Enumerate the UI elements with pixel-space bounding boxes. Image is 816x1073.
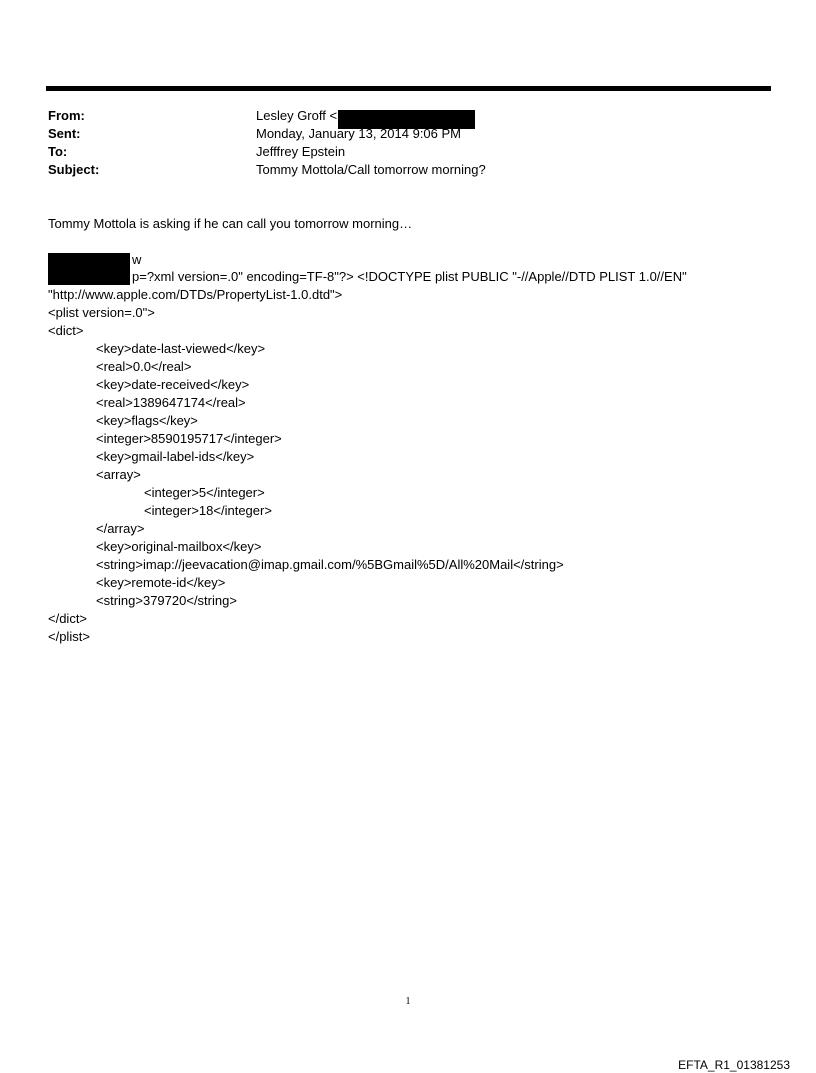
- plist-line: <key>date-received</key>: [96, 377, 250, 392]
- plist-line: <key>date-last-viewed</key>: [96, 341, 266, 356]
- plist-line: <plist version=.0">: [48, 305, 155, 320]
- plist-line: <string>imap://jeevacation@imap.gmail.com/%5BGmail%5D/All%20Mail</string>: [96, 557, 564, 572]
- redaction-box: [48, 253, 130, 285]
- plist-line: <string>379720</string>: [96, 593, 237, 608]
- plist-line: w: [132, 252, 142, 267]
- page-number: 1: [405, 996, 411, 1007]
- sent-label: Sent:: [48, 126, 81, 141]
- plist-line: <dict>: [48, 323, 84, 338]
- to-label: To:: [48, 144, 68, 159]
- sent-value: Monday, January 13, 2014 9:06 PM: [256, 126, 461, 141]
- subject-value: Tommy Mottola/Call tomorrow morning?: [256, 162, 486, 177]
- plist-line: <integer>18</integer>: [144, 503, 272, 518]
- from-label: From:: [48, 108, 85, 123]
- document-id: EFTA_R1_01381253: [678, 1058, 790, 1072]
- header-rule: [46, 86, 771, 91]
- subject-label: Subject:: [48, 162, 100, 177]
- plist-line: <real>1389647174</real>: [96, 395, 246, 410]
- plist-line: <real>0.0</real>: [96, 359, 192, 374]
- plist-line: <key>flags</key>: [96, 413, 198, 428]
- from-value: Lesley Groff <: [256, 108, 338, 123]
- plist-line: </array>: [96, 521, 145, 536]
- plist-line: <key>original-mailbox</key>: [96, 539, 262, 554]
- plist-line: <key>gmail-label-ids</key>: [96, 449, 255, 464]
- plist-line: </plist>: [48, 629, 90, 644]
- plist-line: <array>: [96, 467, 141, 482]
- message-text: Tommy Mottola is asking if he can call you tomorrow morning…: [48, 216, 413, 231]
- plist-line: </dict>: [48, 611, 88, 626]
- plist-line: <integer>5</integer>: [144, 485, 265, 500]
- plist-line: <key>remote-id</key>: [96, 575, 226, 590]
- to-value: Jefffrey Epstein: [256, 144, 346, 159]
- plist-line: "http://www.apple.com/DTDs/PropertyList-1.0.dtd">: [48, 287, 343, 302]
- plist-line: <integer>8590195717</integer>: [96, 431, 282, 446]
- plist-line: p=?xml version=.0" encoding=TF-8"?> <!DOCTYPE plist PUBLIC "-//Apple//DTD PLIST 1.0//EN": [132, 269, 687, 284]
